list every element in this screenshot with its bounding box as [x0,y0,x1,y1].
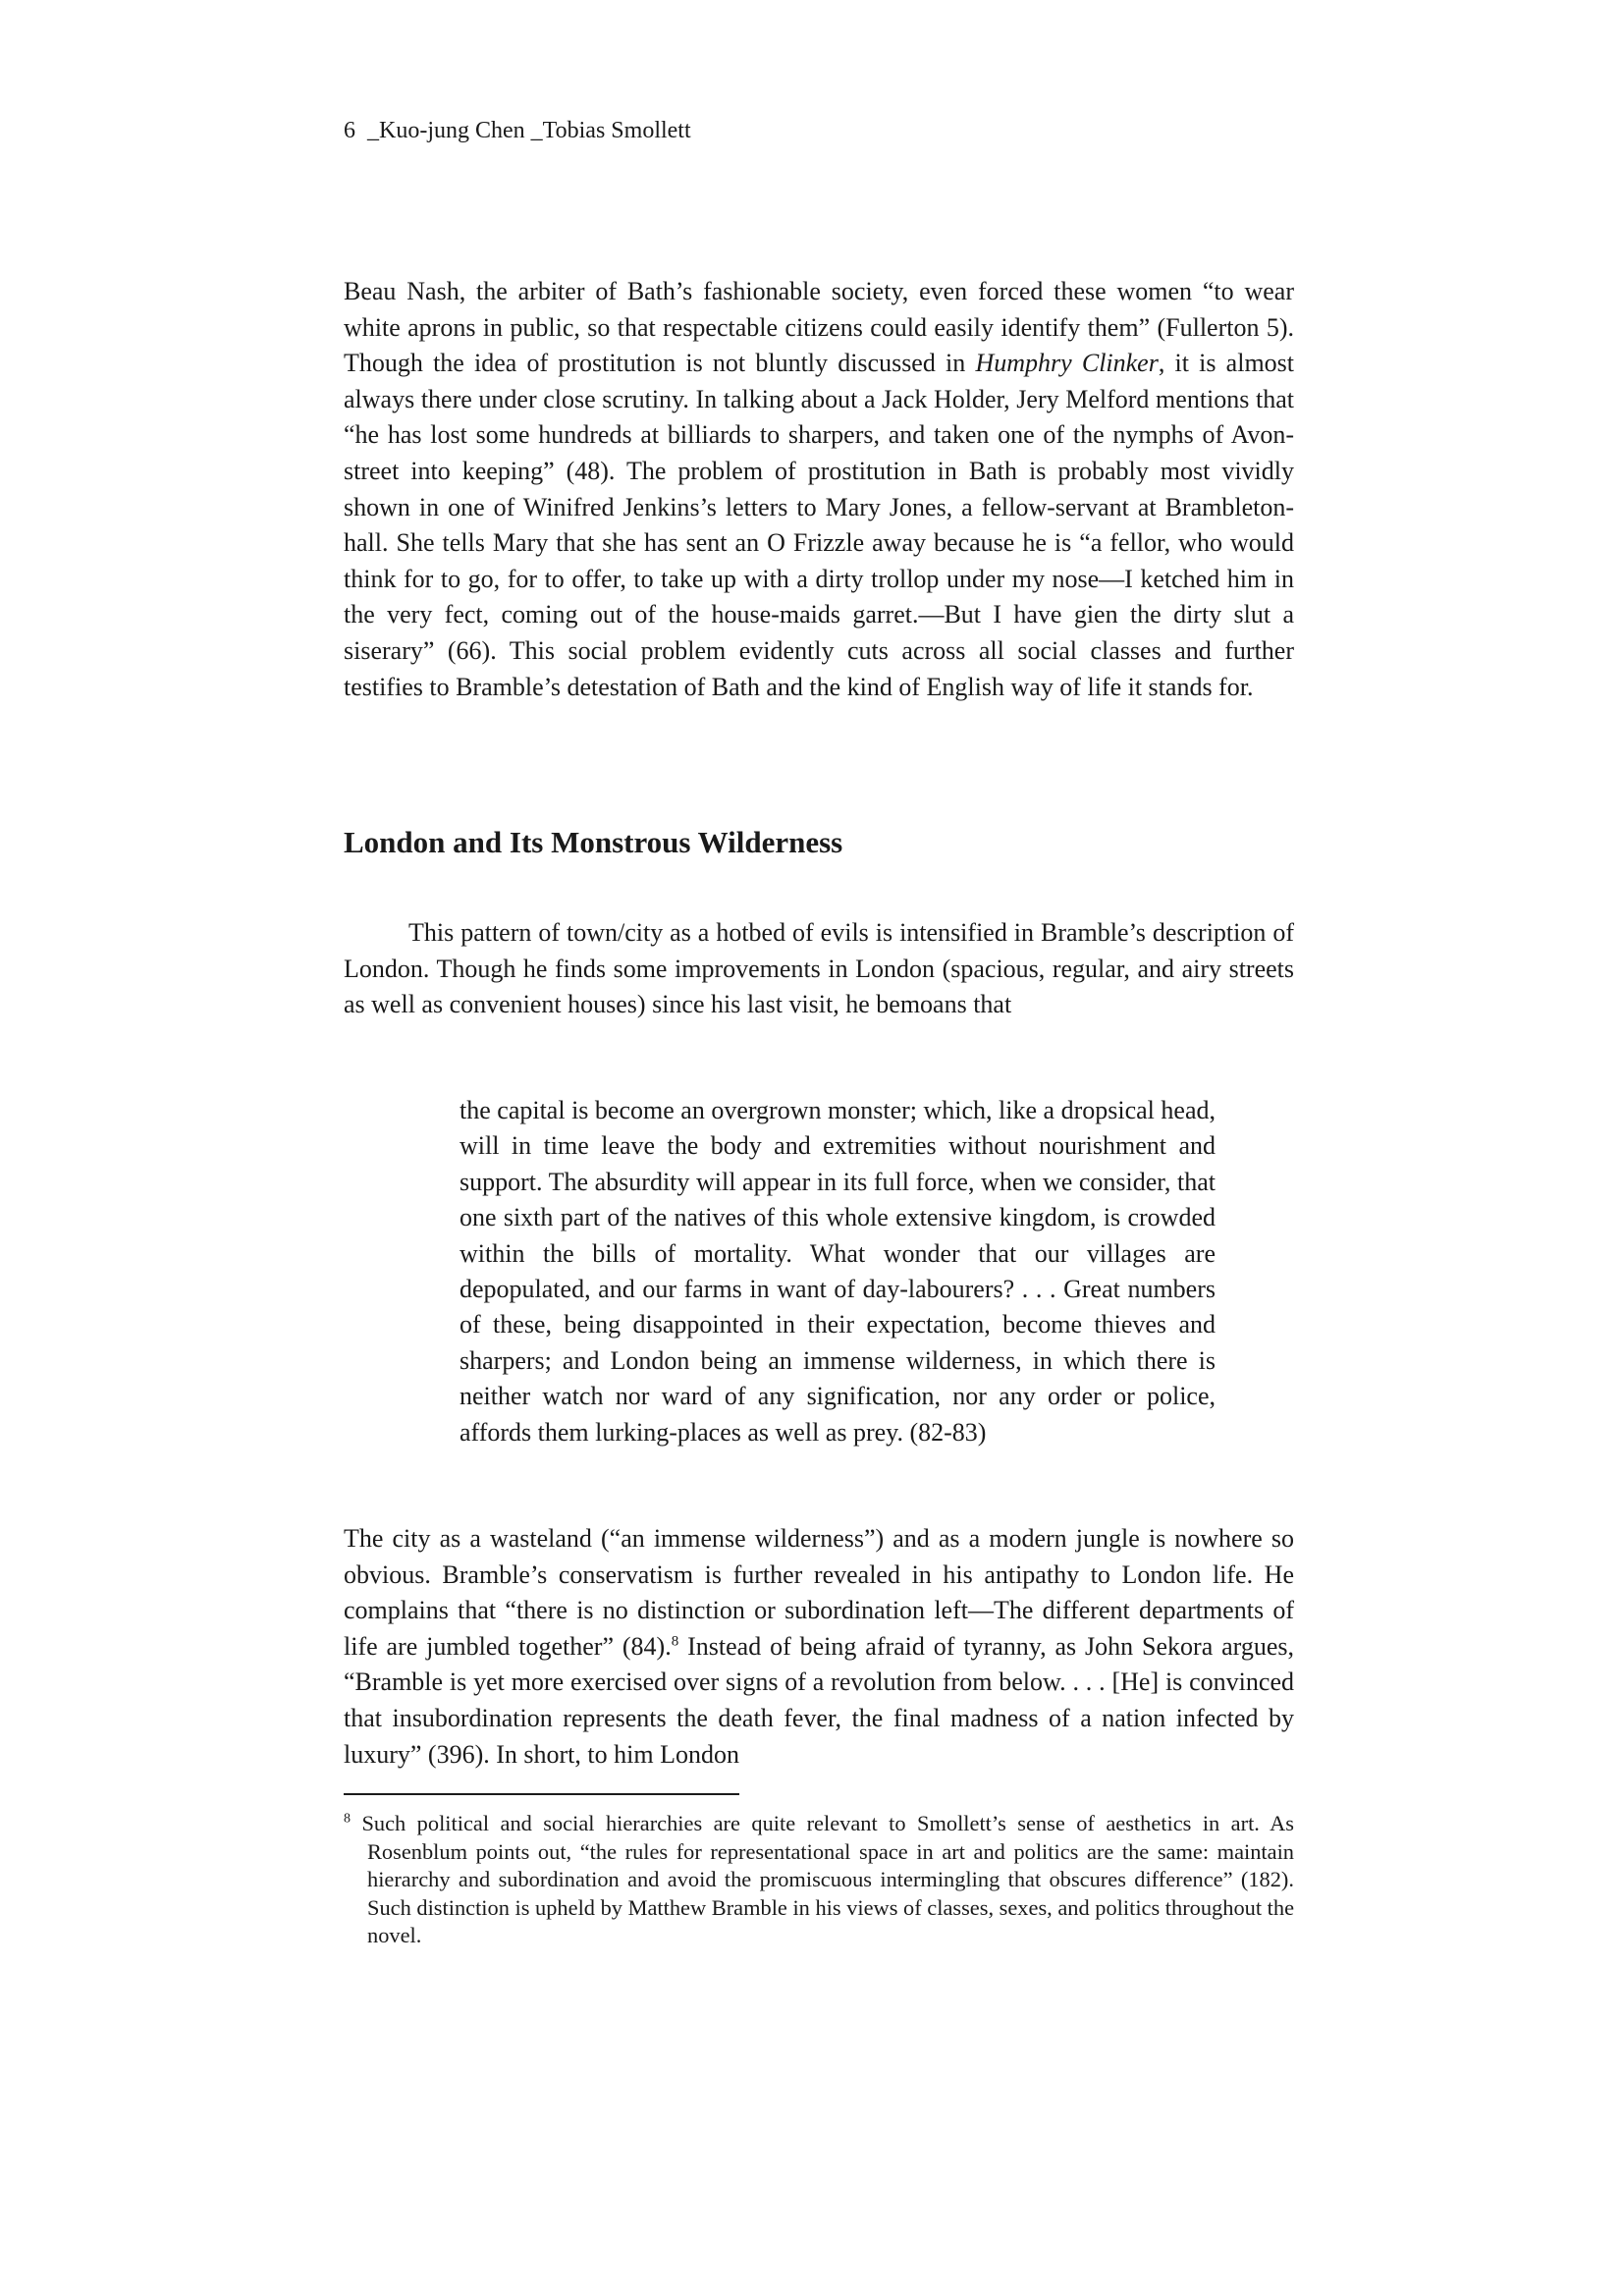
footnote-reference[interactable]: 8 [671,1633,679,1650]
block-quote-text: the capital is become an overgrown monster; which, like a dropsical head, will in time leave the body and extremities without nourishment and support. The absurdity will appear in its full force, when we consider, that one sixth part of the natives of this whole extensive kingdom, is crowded within the bills of mortality. What wonder that our villages are depopulated, and our farms in want of day-labourers? . . . Great numbers of these, being disappointed in their expectation, become thieves and sharpers; and London being an immense wilderness, in which there is neither watch nor ward of any signification, nor any order or police, affords them lurking-places as well as prey. (82-83) [460,1096,1216,1447]
body-paragraph-3 [344,1521,1294,1773]
body-paragraph-2 [344,915,1294,1023]
footnote-number: 8 [344,1811,351,1827]
section-heading: London and Its Monstrous Wilderness [344,825,843,859]
book-title-humphry-clinker: Humphry Clinker [975,349,1159,378]
running-head [344,116,691,145]
page-number: 6 [344,118,355,143]
footnote [344,1810,1294,1950]
block-quote [460,1093,1216,1450]
paragraph-2-text: This pattern of town/city as a hotbed of evils is intensified in Bramble’s description of London. Though he finds some improvements in London (spacious, regular, and airy streets as well as convenient houses) since his last visit, he bemoans that [344,918,1294,1019]
paragraph-3-text-a: The city as a wasteland (“an immense wilderness”) and as a modern jungle is nowhere so obvious. Bramble’s conservatism is further revealed in his antipathy to London life. He complains that “there is no distinction or subordination left—The different departments of life are jumbled together” (84). [344,1524,1294,1661]
paragraph-3-text-b: Instead of being afraid of tyranny, as John Sekora argues, “Bramble is yet more exercised over signs of a revolution from below. . . . [He] is convinced that insubordination represents the death fever, the final madness of a nation infected by luxury” (396). In short, to him London [344,1631,1295,1769]
footnote-divider [344,1793,739,1795]
paragraph-1-text-b: , it is almost always there under close scrutiny. In talking about a Jack Holder, Jery Melford mentions that “he has lost some hundreds at billiards to sharpers, and taken one of the nymphs of Avon-street into keeping” (48). The problem of prostitution in Bath is probably most vividly shown in one of Winifred Jenkins’s letters to Mary Jones, a fellow-servant at Brambleton-hall. She tells Mary that she has sent an O Frizzle away because he is “a fellor, who would think for to go, for to offer, to take up with a dirty trollop under my nose—I ketched him in the very fect, coming out of the house-maids garret.—But I have gien the dirty slut a siserary” (66). This social problem evidently cuts across all social classes and further testifies to Bramble’s detestation of Bath and the kind of English way of life it stands for. [344,349,1295,701]
running-head-title: _Kuo-jung Chen _Tobias Smollett [367,118,691,143]
body-paragraph-1 [344,274,1294,705]
footnote-text: Such political and social hierarchies are quite relevant to Smollett’s sense of aesthetics in art. As Rosenblum points out, “the rules for representational space in art and politics are the same: maintain hierarchy and subordination and avoid the promiscuous intermingling that obscures difference” (182). Such distinction is upheld by Matthew Bramble in his views of classes, sexes, and politics throughout the novel. [361,1811,1295,1948]
paragraph-1-text-a: Beau Nash, the arbiter of Bath’s fashionable society, even forced these women “to wear white aprons in public, so that respectable citizens could easily identify them” (Fullerton 5). Though the idea of prostitution is not bluntly discussed in [344,277,1294,378]
